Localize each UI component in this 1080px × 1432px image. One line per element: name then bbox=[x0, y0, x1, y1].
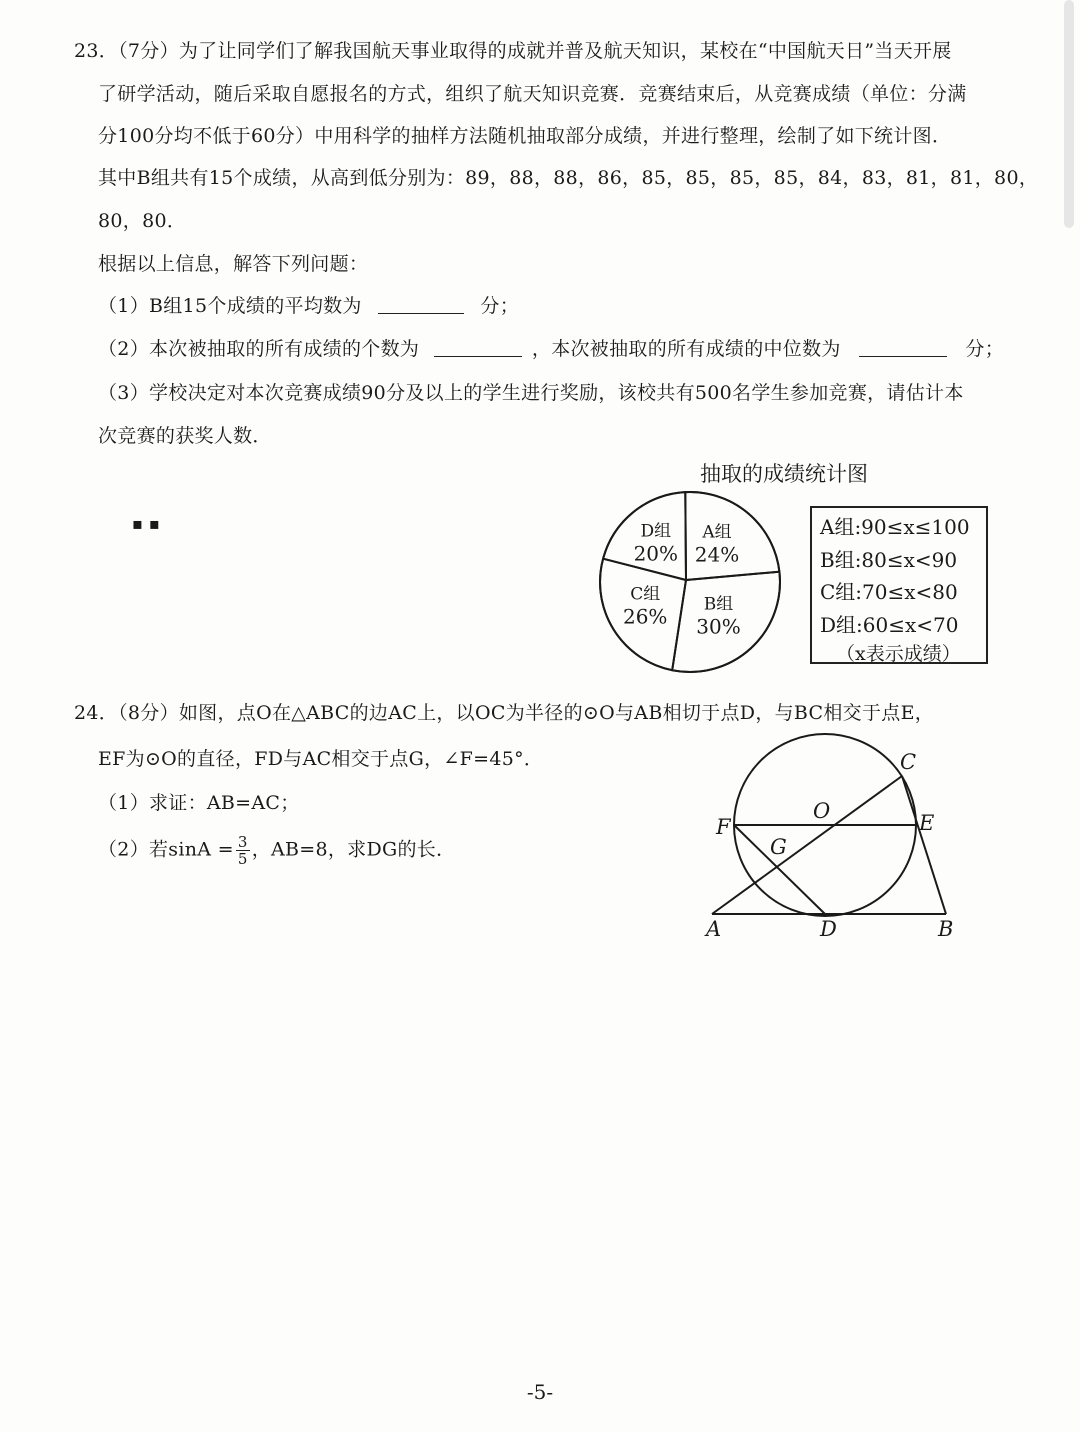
fraction-numerator: 3 bbox=[237, 833, 248, 851]
legend-item-c: C组:70≤x<80 bbox=[820, 580, 958, 604]
page-number: -5- bbox=[526, 1380, 554, 1404]
q23-sub2 bbox=[98, 334, 1004, 361]
legend-item-d: D组:60≤x<70 bbox=[820, 612, 959, 637]
stray-marks: ▪▪ bbox=[132, 514, 166, 533]
pie-value-b: 30% bbox=[696, 614, 741, 639]
q24-line-2: EF为⊙O的直径，FD与AC相交于点G，∠F=45°． bbox=[98, 748, 544, 770]
label-o: O bbox=[813, 799, 831, 823]
segment-ac bbox=[712, 776, 902, 914]
label-f: F bbox=[716, 815, 731, 839]
chart-title: 抽取的成绩统计图 bbox=[700, 462, 868, 486]
q23-sub3-line-2: 次竞赛的获奖人数． bbox=[98, 425, 272, 447]
pie-label-c: C组 bbox=[630, 584, 661, 605]
label-g: G bbox=[770, 835, 787, 859]
q23-line-5: 80，80． bbox=[98, 210, 187, 232]
pie-label-d: D组 bbox=[640, 521, 672, 542]
answer-blank-2[interactable] bbox=[434, 338, 522, 357]
q23-sub1-unit: 分； bbox=[480, 295, 520, 317]
q23-line-6: 根据以上信息，解答下列问题： bbox=[98, 253, 369, 275]
q24-sub2 bbox=[98, 834, 455, 867]
pie-value-a: 24% bbox=[694, 542, 740, 567]
q24-sub2-text-b: ，AB=8，求DG的长． bbox=[251, 838, 456, 861]
q23-sub1 bbox=[98, 291, 519, 318]
pie-slice-a bbox=[685, 492, 779, 580]
q23-line-3: 分100分均不低于60分）中用科学的抽样方法随机抽取部分成绩，并进行整理，绘制了如下统计图． bbox=[98, 125, 952, 147]
label-e: E bbox=[919, 811, 935, 835]
pie-value-c: 26% bbox=[622, 604, 668, 629]
q24-sub1: （1）求证：AB=AC； bbox=[98, 792, 300, 814]
answer-blank-1[interactable] bbox=[378, 295, 464, 314]
pie-label-b: B组 bbox=[703, 594, 734, 615]
scrollbar[interactable] bbox=[1064, 0, 1074, 228]
answer-blank-3[interactable] bbox=[859, 338, 947, 357]
q23-sub3-line-1: （3）学校决定对本次竞赛成绩90分及以上的学生进行奖励，该校共有500名学生参加竞赛，请估计本 bbox=[98, 382, 964, 404]
geometry-figure bbox=[700, 740, 1000, 940]
q23-line-1: 23．（7分）为了让同学们了解我国航天事业取得的成就并普及航天知识，某校在“中国航天日”当天开展 bbox=[74, 40, 952, 62]
q23-sub2-text-a: （2）本次被抽取的所有成绩的个数为 bbox=[98, 338, 420, 360]
legend-item-b: B组:80≤x<90 bbox=[820, 547, 958, 572]
segment-cb bbox=[902, 776, 946, 914]
q23-sub2-unit: 分； bbox=[965, 338, 1004, 360]
label-c: C bbox=[900, 750, 917, 774]
q23-line-2: 了研学活动，随后采取自愿报名的方式，组织了航天知识竞赛．竞赛结束后，从竞赛成绩（单位：分满 bbox=[98, 83, 967, 105]
label-d: D bbox=[820, 917, 837, 941]
pie-label-a: A组 bbox=[702, 522, 732, 543]
label-a: A bbox=[706, 917, 722, 941]
legend-item-a: A组:90≤x≤100 bbox=[820, 515, 970, 539]
fraction-three-fifths bbox=[236, 834, 250, 867]
pie-value-d: 20% bbox=[633, 541, 679, 566]
pie-chart bbox=[590, 490, 790, 680]
legend-note: （x表示成绩） bbox=[836, 643, 961, 665]
q24-sub2-text-a: （2）若sinA = bbox=[98, 838, 234, 861]
label-b: B bbox=[938, 917, 954, 941]
q24-line-1: 24．（8分）如图，点O在△ABC的边AC上，以OC为半径的⊙O与AB相切于点D，与BC相交于点E， bbox=[74, 702, 935, 724]
q23-sub1-text: （1）B组15个成绩的平均数为 bbox=[98, 295, 362, 317]
fraction-denominator: 5 bbox=[237, 850, 248, 868]
chart-legend bbox=[810, 506, 988, 664]
q23-line-4: 其中B组共有15个成绩，从高到低分别为：89，88，88，86，85，85，85，85，84，83，81，81，80， bbox=[98, 167, 1039, 189]
q23-sub2-text-b: ，本次被抽取的所有成绩的中位数为 bbox=[531, 338, 841, 360]
